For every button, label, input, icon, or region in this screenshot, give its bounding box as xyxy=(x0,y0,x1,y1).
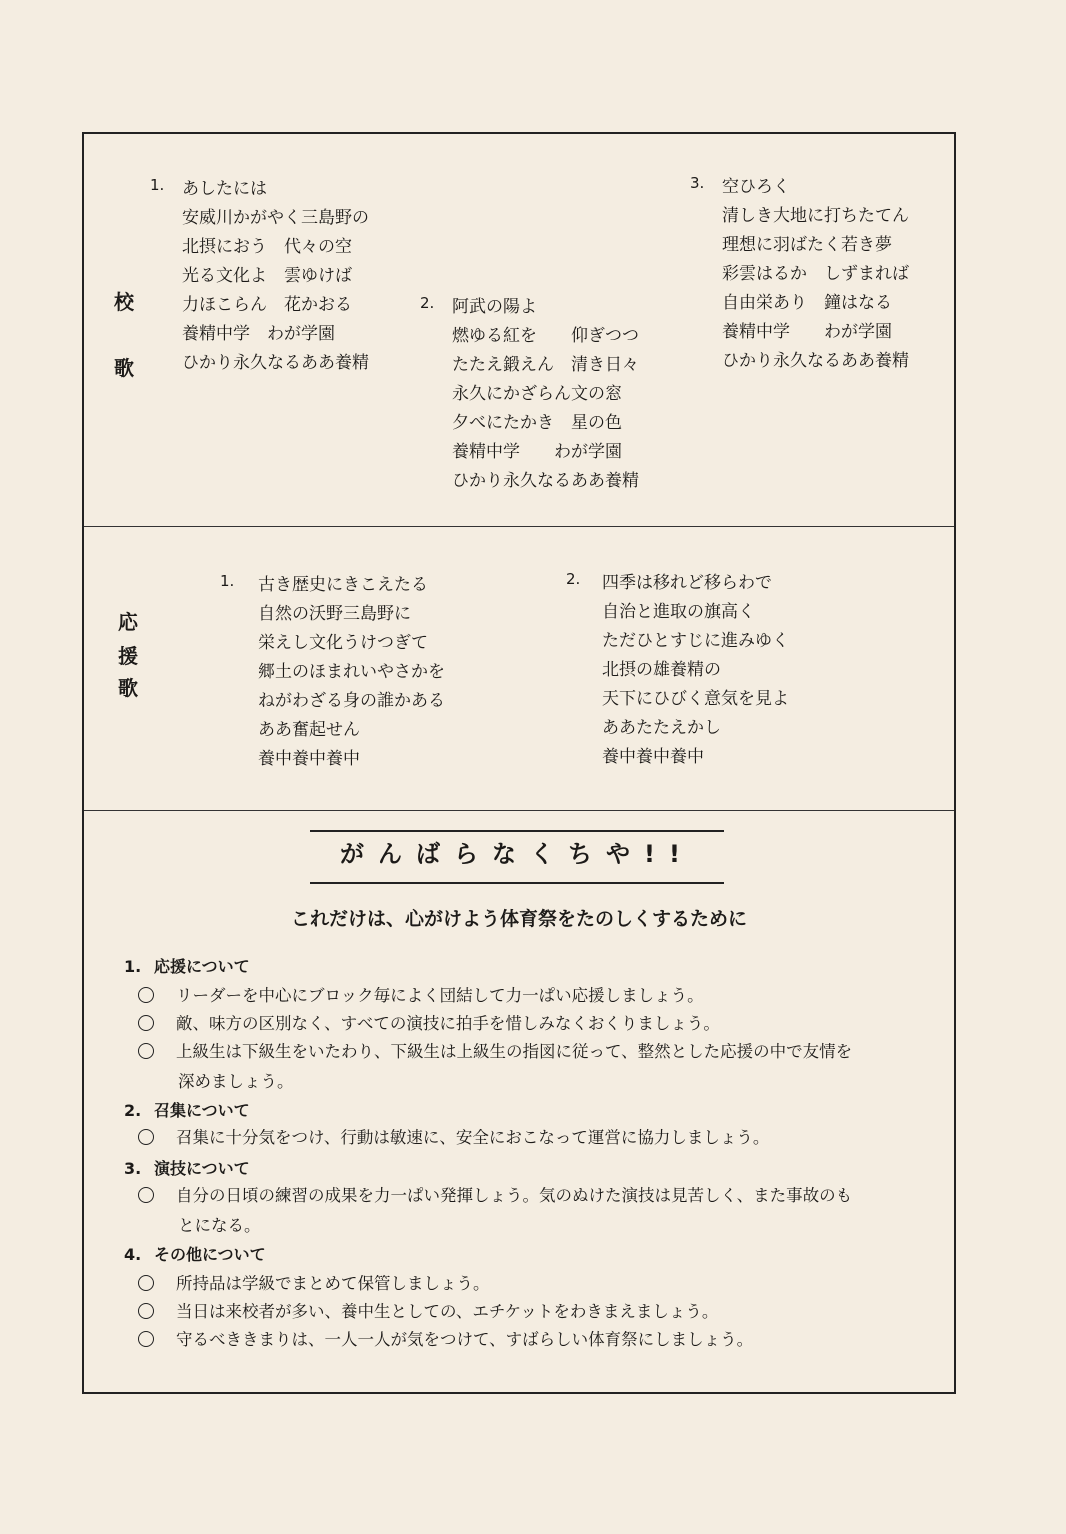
rule-item: リーダーを中心にブロック毎によく団結して力一ぱい応援しましょう。 xyxy=(138,982,704,1006)
lyric-line: ただひとすじに進みゆく xyxy=(602,631,789,651)
lyric-line: 阿武の陽よ xyxy=(452,297,537,317)
cheer-song-label-3: 歌 xyxy=(118,676,138,700)
lyric-line: ひかり永久なるああ養精 xyxy=(182,353,369,373)
lyric-line: 古き歴史にきこえたる xyxy=(258,575,428,595)
school-song-label-1: 校 xyxy=(114,290,134,314)
section-divider xyxy=(84,810,954,811)
lyric-line: ひかり永久なるああ養精 xyxy=(452,471,639,491)
lyric-line: 四季は移れど移らわで xyxy=(602,573,772,593)
rule-heading: 3. 演技について xyxy=(124,1159,250,1178)
document-frame xyxy=(82,132,956,1394)
section-divider xyxy=(84,526,954,527)
rule-item: 自分の日頃の練習の成果を力一ぱい発揮しょう。気のぬけた演技は見苦しく、また事故のも xyxy=(138,1182,852,1206)
title-rule-bottom xyxy=(310,882,724,884)
lyric-line: 天下にひびく意気を見よ xyxy=(602,689,789,709)
circle-bullet-icon xyxy=(138,1129,154,1145)
lyric-line: ああ奮起せん xyxy=(258,720,360,740)
rule-heading: 4. その他について xyxy=(124,1245,266,1264)
lyric-line: 永久にかざらん文の窓 xyxy=(452,384,622,404)
circle-bullet-icon xyxy=(138,987,154,1003)
page-subtitle: これだけは、心がけよう体育祭をたのしくするために xyxy=(290,908,747,930)
lyric-line: 彩雲はるか しずまれば xyxy=(722,264,909,284)
rule-item: 召集に十分気をつけ、行動は敏速に、安全におこなって運営に協力しましょう。 xyxy=(138,1124,769,1148)
lyric-line: 自然の沃野三島野に xyxy=(258,604,411,624)
lyric-line: 栄えし文化うけつぎて xyxy=(258,633,428,653)
lyric-line: 養精中学 わが学園 xyxy=(182,324,335,344)
lyric-line: 自由栄あり 鐘はなる xyxy=(722,293,892,313)
cheer-song-label-1: 応 xyxy=(118,610,138,634)
lyric-line: ねがわざる身の誰かある xyxy=(258,691,445,711)
lyric-line: 理想に羽ばたく若き夢 xyxy=(722,235,892,255)
lyric-line: 養精中学 わが学園 xyxy=(722,322,892,342)
rule-item: 所持品は学級でまとめて保管しましょう。 xyxy=(138,1270,490,1294)
rule-item: 上級生は下級生をいたわり、下級生は上級生の指図に従って、整然とした応援の中で友情を xyxy=(138,1038,852,1062)
verse-number: 2. xyxy=(420,294,435,312)
verse-number: 2. xyxy=(566,570,581,588)
rule-item: 敵、味方の区別なく、すべての演技に拍手を惜しみなくおくりましょう。 xyxy=(138,1010,720,1034)
lyric-line: 北摂におう 代々の空 xyxy=(182,237,352,257)
rule-item: 当日は来校者が多い、養中生としての、エチケットをわきまえましょう。 xyxy=(138,1298,718,1322)
cheer-song-label-2: 援 xyxy=(118,644,138,668)
page-title: がんばらなくちや!! xyxy=(340,840,694,868)
verse-number: 3. xyxy=(690,174,705,192)
rule-heading: 1. 応援について xyxy=(124,957,250,976)
lyric-line: あしたには xyxy=(182,179,267,199)
lyric-line: 養精中学 わが学園 xyxy=(452,442,622,462)
rule-item-continuation: とになる。 xyxy=(178,1216,261,1235)
circle-bullet-icon xyxy=(138,1043,154,1059)
circle-bullet-icon xyxy=(138,1303,154,1319)
rule-heading: 2. 召集について xyxy=(124,1101,250,1120)
lyric-line: 夕べにたかき 星の色 xyxy=(452,413,622,433)
circle-bullet-icon xyxy=(138,1187,154,1203)
lyric-line: 光る文化よ 雲ゆけば xyxy=(182,266,352,286)
rule-item-continuation: 深めましょう。 xyxy=(178,1072,294,1091)
lyric-line: 養中養中養中 xyxy=(258,749,360,769)
lyric-line: 力ほこらん 花かおる xyxy=(182,295,352,315)
lyric-line: 燃ゆる紅を 仰ぎつつ xyxy=(452,326,639,346)
circle-bullet-icon xyxy=(138,1275,154,1291)
school-song-label-2: 歌 xyxy=(114,356,134,380)
lyric-line: 清しき大地に打ちたてん xyxy=(722,206,909,226)
lyric-line: たたえ鍛えん 清き日々 xyxy=(452,355,639,375)
title-rule-top xyxy=(310,830,724,832)
verse-number: 1. xyxy=(150,176,165,194)
rule-item: 守るべききまりは、一人一人が気をつけて、すばらしい体育祭にしましょう。 xyxy=(138,1326,753,1350)
verse-number: 1. xyxy=(220,572,235,590)
circle-bullet-icon xyxy=(138,1331,154,1347)
circle-bullet-icon xyxy=(138,1015,154,1031)
lyric-line: 安威川かがやく三島野の xyxy=(182,208,369,228)
lyric-line: 自治と進取の旗高く xyxy=(602,602,755,622)
lyric-line: ああたたえかし xyxy=(602,718,721,738)
lyric-line: 養中養中養中 xyxy=(602,747,704,767)
lyric-line: 北摂の雄養精の xyxy=(602,660,721,680)
lyric-line: 空ひろく xyxy=(722,177,790,197)
lyric-line: 郷土のほまれいやさかを xyxy=(258,662,445,682)
lyric-line: ひかり永久なるああ養精 xyxy=(722,351,909,371)
